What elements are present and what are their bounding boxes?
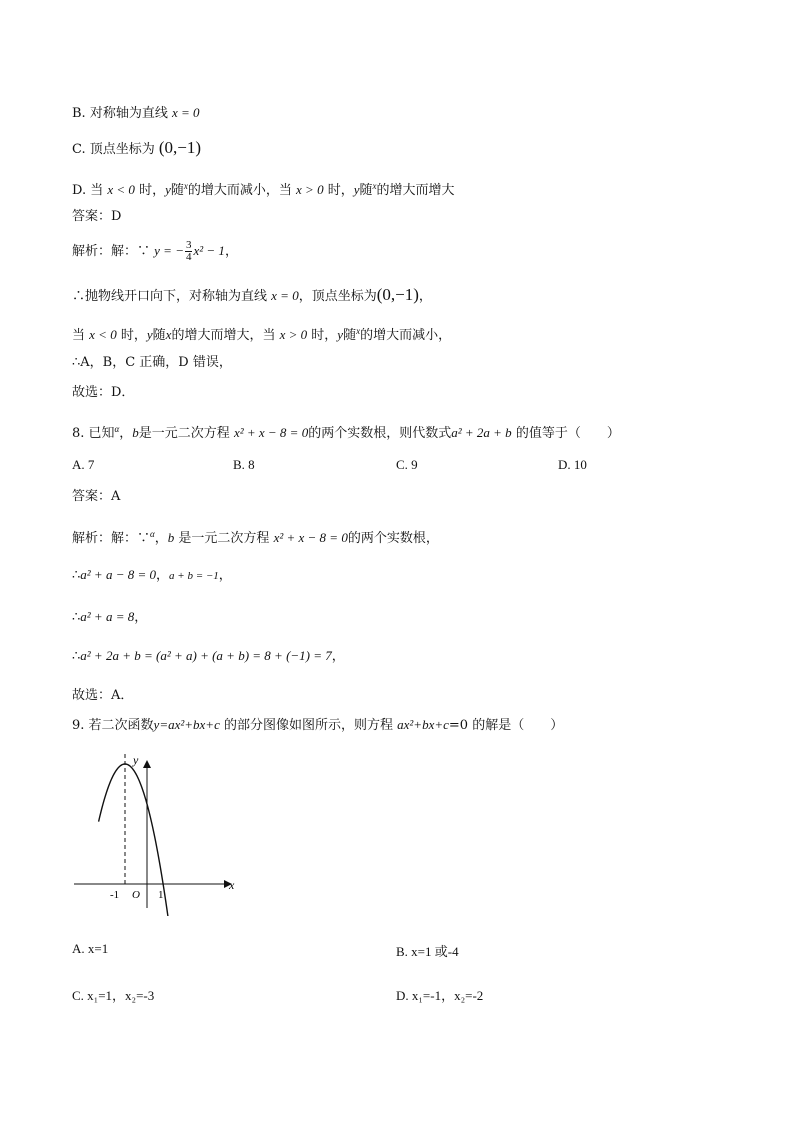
q7-analysis-prefix: 解析：解：∵ (72, 244, 151, 259)
q8-step1-end: ， (218, 568, 232, 583)
q8-stem-eq: x² + x − 8 = 0 (233, 425, 309, 440)
q7-option-d-sui: 随 (170, 183, 184, 198)
q7-analysis-line2 (72, 286, 432, 306)
q8-analysis-b: 是一元二次方程 (178, 531, 270, 546)
q7-option-d-mid1: 时， (139, 183, 166, 198)
q7-option-d-text2: 的增大而增大 (376, 183, 455, 198)
q8-option-c: C. 9 (396, 457, 418, 472)
q8-analysis-a: 解析：解：∵ (72, 531, 151, 546)
q8-step1-eq: a² + a − 8 = 0 (80, 567, 156, 582)
q7-option-c (72, 139, 201, 159)
q8-stem-bvar: b (132, 425, 139, 440)
q7-line3-a: 当 (72, 328, 86, 343)
q9-stem-b: 的部分图像如图所示，则方程 (223, 718, 393, 733)
q8-option-b: B. 8 (233, 457, 255, 472)
q7-line3-cond2: x > 0 (279, 327, 308, 342)
x-axis-label: x (229, 878, 235, 892)
q7-analysis-comma: ， (224, 244, 238, 259)
q8-stem-c: 是一元二次方程 (138, 426, 230, 441)
q8-final: 故选：A． (72, 688, 134, 703)
q9-option-c: C. x₁=1，x₂=-3 (72, 988, 155, 1003)
q8-stem-alpha: α (114, 424, 120, 434)
q8-stem-e: 的值等于（ ） (515, 426, 620, 441)
q8-analysis-alpha: α (150, 529, 155, 539)
q7-line2-axis: x = 0 (271, 288, 299, 303)
q7-option-d: D. 当 x < 0 时，y随$^x$的增大而减小，当 x > 0 时，y随$^x$的增大而增大 (72, 181, 455, 198)
q7-option-c-text: C. 顶点坐标为 (72, 142, 155, 157)
q7-line3-d: 时， (311, 328, 338, 343)
q7-answer: 答案：D (72, 209, 122, 224)
q7-line2-b: ，顶点坐标为 (298, 289, 377, 304)
q7-line3-e: 的增大而减小， (360, 328, 452, 343)
q7-option-d-cond1: x < 0 (107, 182, 135, 197)
q8-stem-d: 的两个实数根，则代数式 (308, 426, 452, 441)
q7-analysis-fraction (185, 240, 193, 263)
q7-line2-c: ， (418, 289, 432, 304)
q7-option-d-x: x (183, 181, 188, 191)
q8-answer: 答案：A (72, 489, 121, 504)
q8-step1-sep: ， (156, 568, 170, 583)
q7-analysis-line4: ∴A，B，C 正确，D 错误， (72, 355, 232, 370)
q7-frac-num: 3 (185, 239, 192, 251)
q9-stem (72, 716, 563, 735)
q9-stem-c: =0 的解是（ ） (448, 718, 564, 733)
tick-label-origin: O (132, 889, 140, 901)
q7-option-d-cond2: x > 0 (296, 182, 324, 197)
q7-analysis (72, 236, 238, 267)
q7-analysis-line3: 当 x < 0 时，y随x的增大而增大，当 x > 0 时，y随$^x$的增大而减小， (72, 326, 452, 343)
q7-line3-c: 的增大而增大，当 (171, 328, 276, 343)
q8-step1-therefore: ∴ (72, 568, 81, 583)
q9-stem-func: y=ax²+bx+c (153, 717, 220, 732)
q7-option-d-text1: 的增大而减小，当 (187, 183, 292, 198)
q8-analysis-eq: x² + x − 8 = 0 (273, 530, 348, 545)
q7-line2-vertex: (0,−1) (376, 285, 419, 304)
q8-step3-eq: a² + 2a + b = (a² + a) + (a + b) = 8 + (−1) = 7 (80, 648, 332, 663)
q8-option-a: A. 7 (72, 457, 95, 472)
q9-parabola-graph (66, 748, 246, 916)
q8-stem (72, 420, 620, 443)
q8-stem-b: ， (119, 426, 133, 441)
q8-step1-eq2: a + b = −1 (169, 570, 219, 582)
q7-analysis-line5: 故选：D． (72, 385, 135, 400)
q9-option-a: A. x=1 (72, 941, 109, 956)
q7-option-b-math: x = 0 (171, 105, 200, 120)
q9-stem-eq: ax²+bx+c (397, 717, 449, 732)
q8-step3: ∴a² + 2a + b = (a² + a) + (a + b) = 8 + (−1) = 7， (72, 648, 345, 664)
q7-option-b-text: B. 对称轴为直线 (72, 106, 168, 121)
y-axis-label: y (133, 753, 139, 767)
tick-label-neg1: -1 (110, 889, 120, 901)
q7-option-d-prefix: D. 当 (72, 183, 104, 198)
q9-option-d: D. x₁=-1，x₂=-2 (396, 988, 484, 1003)
q7-line3-b: 时， (120, 328, 147, 343)
q8-analysis-c: 的两个实数根， (347, 531, 439, 546)
q7-option-c-math: (0,−1) (158, 138, 202, 157)
tick-label-1: 1 (158, 889, 164, 901)
q7-frac-den: 4 (185, 251, 192, 263)
q8-option-d: D. 10 (558, 457, 587, 472)
q9-option-b: B. x=1 或-4 (396, 944, 459, 959)
q7-line3-cond1: x < 0 (89, 327, 117, 342)
q8-step2-eq: a² + a = 8 (80, 609, 135, 624)
q8-step1 (72, 566, 232, 585)
y-axis-arrow-icon (143, 760, 151, 768)
q8-analysis: 解析：解：∵$^\alpha$，b 是一元二次方程 x² + x − 8 = 0的两个实数根， (72, 529, 439, 546)
q7-analysis-func-rhs: x² − 1 (193, 243, 225, 258)
q9-stem-a: 9. 若二次函数 (72, 718, 154, 733)
q8-stem-expr: a² + 2a + b (451, 425, 512, 440)
q8-step2: ∴a² + a = 8， (72, 609, 148, 625)
q7-option-b (72, 104, 200, 123)
q7-line2-a: ∴抛物线开口向下，对称轴为直线 (72, 289, 268, 304)
q7-option-d-y: y (165, 182, 171, 197)
q7-analysis-func-lhs: y = − (154, 243, 184, 258)
q8-stem-a: 8. 已知 (72, 426, 115, 441)
